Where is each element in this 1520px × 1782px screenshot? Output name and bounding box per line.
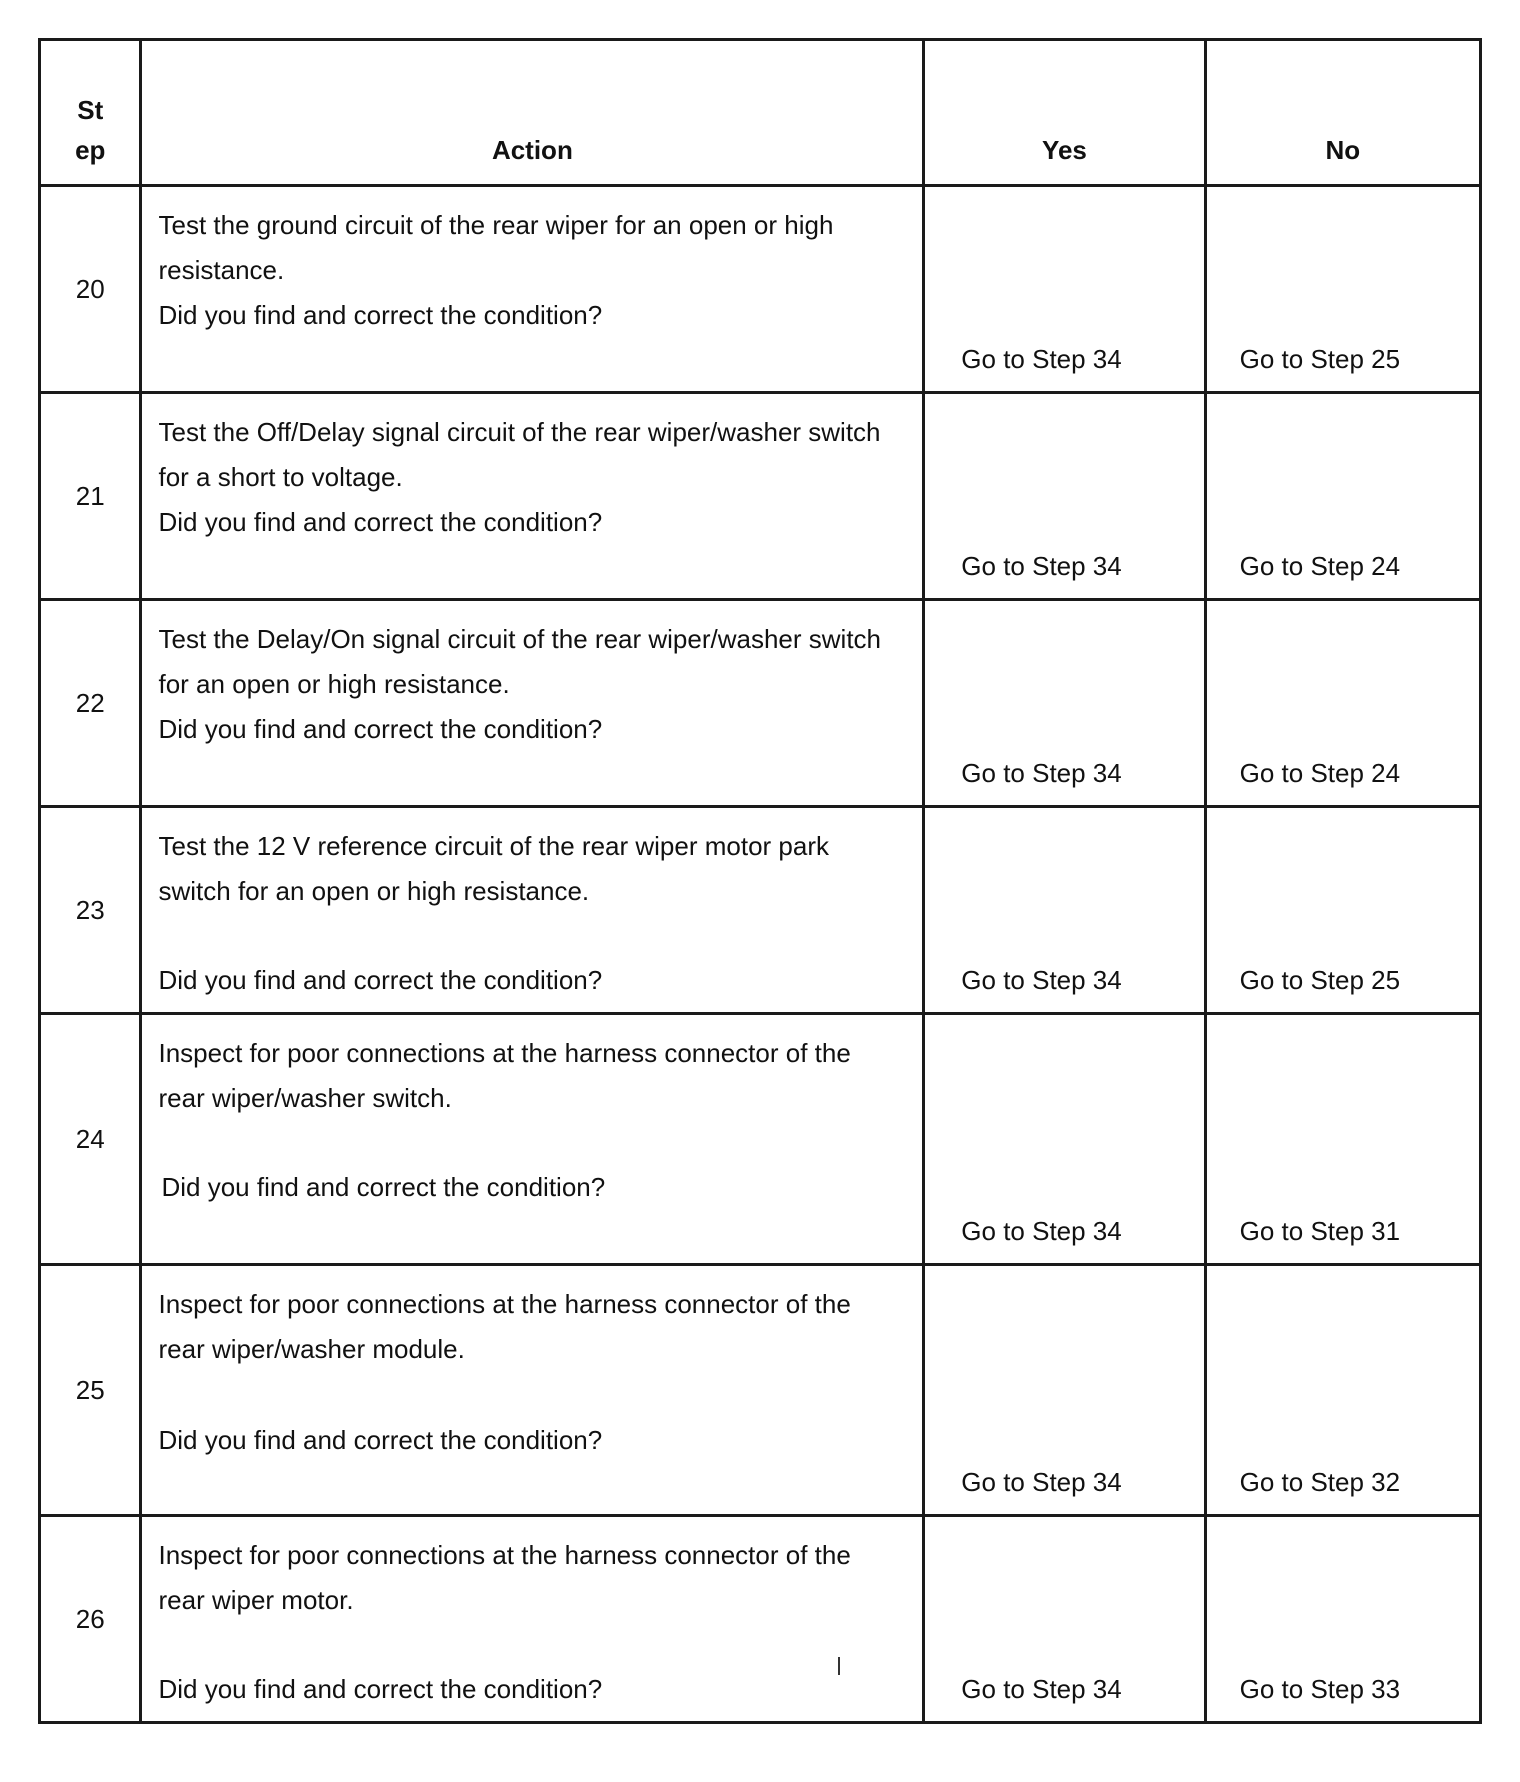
yes-go-to-step: Go to Step 34 (961, 551, 1122, 581)
step-number: 20 (40, 186, 141, 393)
step-header-line2: ep (75, 135, 106, 165)
step-number: 25 (40, 1265, 141, 1516)
action-question: Did you find and correct the condition? (158, 1674, 603, 1704)
no-go-to-step: Go to Step 24 (1239, 758, 1401, 788)
step-number: 24 (40, 1014, 141, 1265)
step-number: 21 (40, 393, 141, 600)
yes-go-to-step: Go to Step 34 (961, 758, 1122, 788)
no-column-header: No (1205, 40, 1480, 186)
step-number: 23 (40, 807, 141, 1014)
action-question: Did you find and correct the condition? (158, 1425, 603, 1455)
yes-cell (924, 1516, 1205, 1723)
step-number: 22 (40, 600, 141, 807)
diagnostic-steps-table (38, 38, 1482, 1724)
step-number: 26 (40, 1516, 141, 1723)
yes-cell (924, 186, 1205, 393)
action-text: Inspect for poor connections at the harness connector of the rear wiper/washer switch. (158, 1038, 851, 1113)
action-cell (141, 1516, 924, 1723)
yes-go-to-step: Go to Step 34 (961, 1467, 1122, 1497)
action-text: Test the 12 V reference circuit of the rear wiper motor park switch for an open or high resistance. (158, 831, 829, 906)
yes-cell (924, 1014, 1205, 1265)
action-cell (141, 1014, 924, 1265)
no-go-to-step: Go to Step 25 (1239, 965, 1401, 995)
table-row (40, 807, 1481, 1014)
table-row (40, 1265, 1481, 1516)
no-go-to-step: Go to Step 33 (1239, 1674, 1401, 1704)
stray-tick-mark (838, 1657, 840, 1675)
yes-go-to-step: Go to Step 34 (961, 1674, 1122, 1704)
table-row (40, 600, 1481, 807)
no-go-to-step: Go to Step 24 (1239, 551, 1401, 581)
action-cell (141, 1265, 924, 1516)
action-text: Test the Off/Delay signal circuit of the rear wiper/washer switch for a short to voltage. (158, 417, 881, 492)
no-go-to-step: Go to Step 25 (1239, 344, 1401, 374)
action-cell (141, 393, 924, 600)
step-column-header (40, 40, 141, 186)
no-go-to-step: Go to Step 32 (1239, 1467, 1401, 1497)
table-row (40, 186, 1481, 393)
yes-column-header: Yes (924, 40, 1205, 186)
yes-cell (924, 600, 1205, 807)
action-question: Did you find and correct the condition? (158, 507, 603, 537)
table-header-row (40, 40, 1481, 186)
yes-go-to-step: Go to Step 34 (961, 344, 1122, 374)
yes-cell (924, 807, 1205, 1014)
no-cell (1205, 186, 1480, 393)
table-row (40, 1516, 1481, 1723)
action-text: Inspect for poor connections at the harness connector of the rear wiper/washer module. (158, 1289, 851, 1364)
yes-cell (924, 393, 1205, 600)
action-question: Did you find and correct the condition? (158, 714, 603, 744)
no-go-to-step: Go to Step 31 (1239, 1216, 1401, 1246)
no-cell (1205, 1265, 1480, 1516)
action-question: Did you find and correct the condition? (158, 965, 603, 995)
step-header-line1: St (77, 95, 104, 125)
table-row (40, 393, 1481, 600)
action-question: Did you find and correct the condition? (158, 300, 603, 330)
action-text: Test the Delay/On signal circuit of the rear wiper/washer switch for an open or high resistance. (158, 624, 881, 699)
yes-go-to-step: Go to Step 34 (961, 965, 1122, 995)
no-cell (1205, 807, 1480, 1014)
table-row (40, 1014, 1481, 1265)
action-cell (141, 807, 924, 1014)
yes-cell (924, 1265, 1205, 1516)
action-column-header: Action (141, 40, 924, 186)
no-cell (1205, 600, 1480, 807)
no-cell (1205, 393, 1480, 600)
action-cell (141, 186, 924, 393)
action-text: Test the ground circuit of the rear wiper for an open or high resistance. (158, 210, 834, 285)
action-cell (141, 600, 924, 807)
no-cell (1205, 1516, 1480, 1723)
no-cell (1205, 1014, 1480, 1265)
action-question: Did you find and correct the condition? (161, 1172, 606, 1202)
action-text: Inspect for poor connections at the harness connector of the rear wiper motor. (158, 1540, 851, 1615)
yes-go-to-step: Go to Step 34 (961, 1216, 1122, 1246)
